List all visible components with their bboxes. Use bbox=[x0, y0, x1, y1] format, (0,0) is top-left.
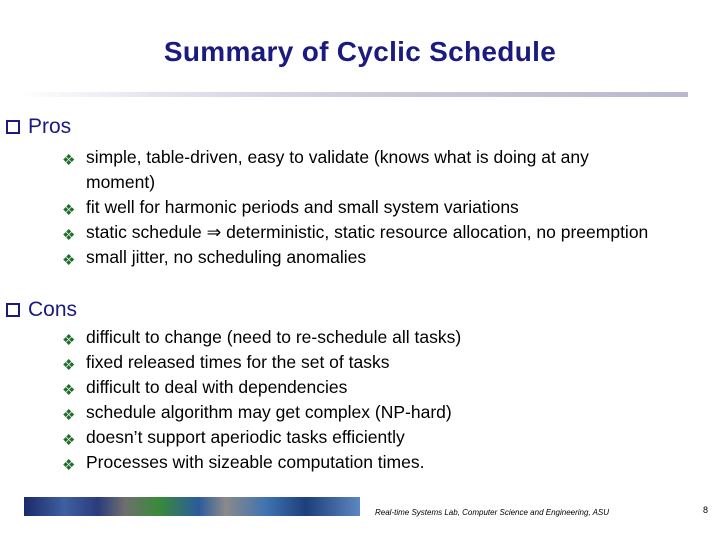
diamond-bullet-icon: ❖ bbox=[62, 407, 76, 424]
list-item: ❖ doesn’t support aperiodic tasks efficiently bbox=[62, 425, 682, 450]
list-item: ❖ small jitter, no scheduling anomalies bbox=[62, 245, 662, 270]
title-divider bbox=[20, 92, 688, 97]
list-item: ❖ simple, table-driven, easy to validate (knows what is doing at any moment) bbox=[62, 147, 589, 192]
page-number: 8 bbox=[703, 505, 709, 515]
list-item: ❖ difficult to change (need to re-schedule all tasks) bbox=[62, 325, 682, 350]
pros-list bbox=[62, 145, 662, 270]
diamond-bullet-icon: ❖ bbox=[62, 432, 76, 449]
pros-heading bbox=[4, 115, 71, 139]
diamond-bullet-icon: ❖ bbox=[62, 357, 76, 374]
list-item: ❖ fixed released times for the set of tasks bbox=[62, 350, 682, 375]
pros-heading-label: Pros bbox=[28, 115, 72, 138]
diamond-bullet-icon: ❖ bbox=[62, 252, 76, 269]
diamond-bullet-icon: ❖ bbox=[62, 332, 76, 349]
diamond-bullet-icon: ❖ bbox=[62, 457, 76, 474]
diamond-bullet-icon: ❖ bbox=[62, 382, 76, 399]
footer-text: Real-time Systems Lab, Computer Science and Engineering, ASU bbox=[375, 508, 610, 517]
diamond-bullet-icon: ❖ bbox=[62, 152, 76, 169]
diamond-bullet-icon: ❖ bbox=[62, 227, 76, 244]
checkbox-bullet-icon bbox=[6, 120, 20, 134]
diamond-bullet-icon: ❖ bbox=[62, 202, 76, 219]
checkbox-bullet-icon bbox=[6, 303, 20, 317]
slide-title: Summary of Cyclic Schedule bbox=[163, 36, 557, 67]
list-item: ❖ difficult to deal with dependencies bbox=[62, 375, 682, 400]
footer-banner-image bbox=[24, 497, 360, 516]
list-item: ❖ schedule algorithm may get complex (NP-hard) bbox=[62, 400, 682, 425]
list-item: ❖ fit well for harmonic periods and small system variations bbox=[62, 195, 662, 220]
cons-heading bbox=[4, 298, 77, 322]
list-item: ❖ Processes with sizeable computation times. bbox=[62, 450, 682, 475]
cons-list bbox=[62, 325, 682, 475]
cons-heading-label: Cons bbox=[28, 298, 78, 321]
list-item: ❖ static schedule ⇒ deterministic, static resource allocation, no preemption bbox=[62, 220, 662, 245]
